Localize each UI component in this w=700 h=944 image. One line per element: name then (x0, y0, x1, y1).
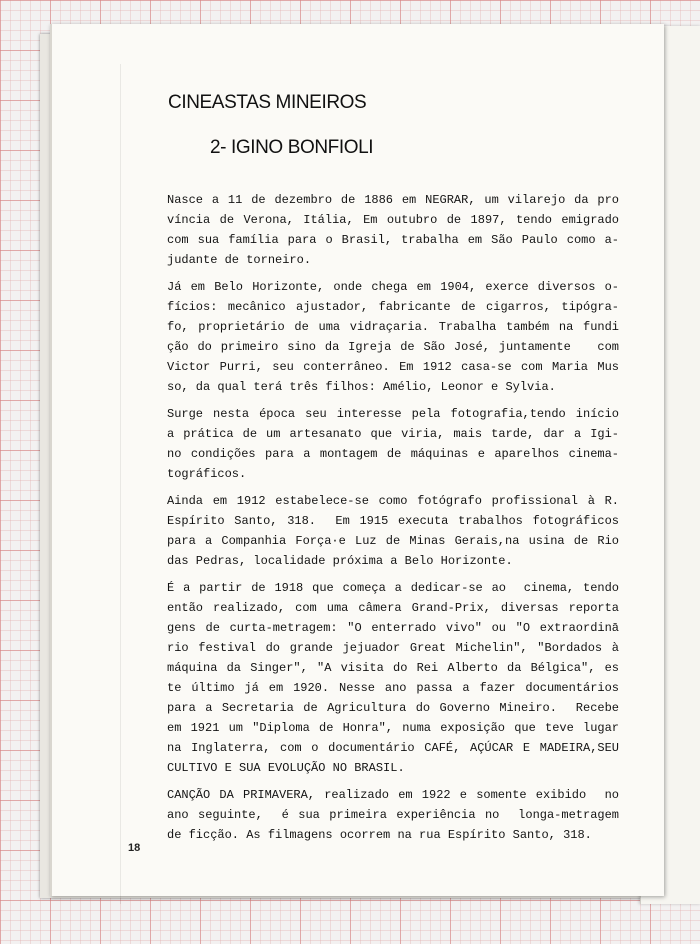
text-line: so, da qual terá três filhos: Amélio, Leonor e Sylvia. (167, 380, 556, 394)
paragraph (167, 190, 619, 270)
paragraph (167, 785, 619, 845)
text-line: para a Companhia Força·e Luz de Minas Gerais,na usina de Rio (167, 534, 619, 548)
page-title: CINEASTAS MINEIROS (168, 92, 367, 113)
text-line: CANÇÃO DA PRIMAVERA, realizado em 1922 e somente exibido no (167, 788, 619, 802)
text-line: judante de torneiro. (167, 253, 312, 267)
text-line: Surge nesta época seu interesse pela fotografia,tendo início (167, 407, 619, 421)
section-heading: 2- IGINO BONFIOLI (210, 137, 374, 158)
text-line: de ficção. As filmagens ocorrem na rua Espírito Santo, 318. (167, 828, 592, 842)
text-line: máquina da Singer", "A visita do Rei Alberto da Bélgica", es (167, 661, 619, 675)
page-shadow-line (120, 64, 121, 904)
paragraph (167, 404, 619, 484)
paragraph (167, 491, 619, 571)
text-line: Ainda em 1912 estabelece-se como fotógrafo profissional à R. (167, 494, 619, 508)
page-number: 18 (128, 842, 141, 854)
text-line: fo, proprietário de uma vidraçaria. Trabalha também na fundi (167, 320, 619, 334)
text-line: gens de curta-metragem: "O enterrado vivo" ou "O extraordinā (167, 621, 619, 635)
text-line: a prática de um artesanato que viria, mais tarde, dar a Igi- (167, 427, 619, 441)
text-line: ano seguinte, é sua primeira experiência no longa-metragem (167, 808, 619, 822)
text-line: das Pedras, localidade próxima a Belo Horizonte. (167, 554, 513, 568)
text-line: víncia de Verona, Itália, Em outubro de 1897, tendo emigrado (167, 213, 619, 227)
text-line: no condições para a montagem de máquinas e aparelhos cinema- (167, 447, 619, 461)
text-line: com sua família para o Brasil, trabalha em São Paulo como a- (167, 233, 619, 247)
text-line: em 1921 um "Diploma de Honra", numa exposição que teve lugar (167, 721, 619, 735)
text-line: te último já em 1920. Nesse ano passa a fazer documentários (167, 681, 619, 695)
text-line: para a Secretaria de Agricultura do Governo Mineiro. Recebe (167, 701, 619, 715)
text-line: fícios: mecânico ajustador, fabricante de cigarros, tipógra- (167, 300, 619, 314)
text-line: ção do primeiro sino da Igreja de São José, juntamente com (167, 340, 619, 354)
document-body (167, 190, 619, 852)
text-line: CULTIVO E SUA EVOLUÇÃO NO BRASIL. (167, 761, 405, 775)
text-line: rio festival do grande jejuador Great Michelin", "Bordados à (167, 641, 619, 655)
text-line: na Inglaterra, com o documentário CAFÉ, AÇÚCAR E MADEIRA,SEU (167, 741, 619, 755)
text-line: então realizado, com uma câmera Grand-Prix, diversas reporta (167, 601, 619, 615)
text-line: Já em Belo Horizonte, onde chega em 1904, exerce diversos o- (167, 280, 619, 294)
paragraph (167, 277, 619, 397)
text-line: Espírito Santo, 318. Em 1915 executa trabalhos fotográficos (167, 514, 619, 528)
text-line: Victor Purri, seu conterrâneo. Em 1912 casa-se com Maria Mus (167, 360, 619, 374)
text-line: tográficos. (167, 467, 247, 481)
text-line: Nasce a 11 de dezembro de 1886 em NEGRAR, um vilarejo da pro (167, 193, 619, 207)
paragraph (167, 578, 619, 778)
text-line: É a partir de 1918 que começa a dedicar-se ao cinema, tendo (167, 581, 619, 595)
